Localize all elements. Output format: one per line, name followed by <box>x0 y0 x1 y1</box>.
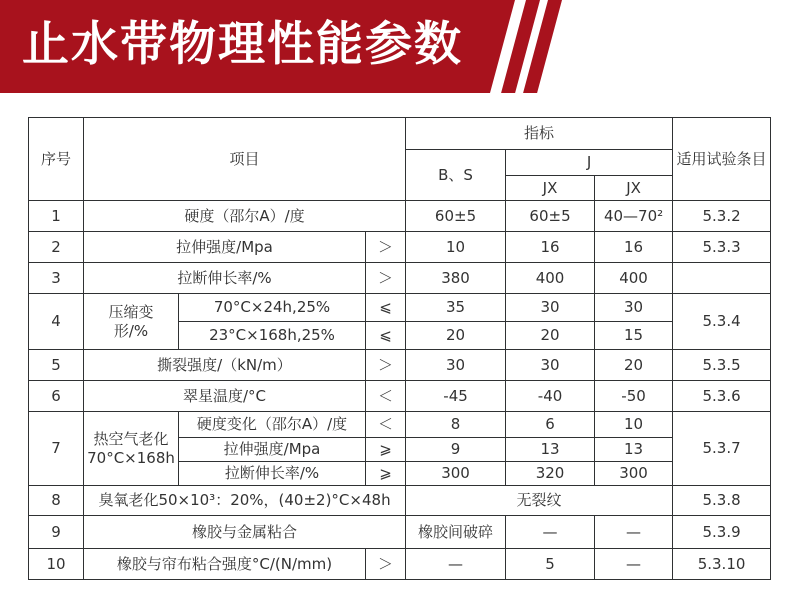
row-jx1: 6 <box>506 412 595 438</box>
header-index: 指标 <box>406 118 673 150</box>
row-subitem: 70°C×24h,25% <box>179 294 366 322</box>
page-title: 止水带物理性能参数 <box>22 17 463 72</box>
row-symbol: ⩾ <box>366 462 406 486</box>
row-jx1: -40 <box>506 381 595 412</box>
row-group: 热空气老化70°C×168h <box>84 412 179 486</box>
row-item: 硬度（邵尔A）/度 <box>84 201 406 232</box>
row-bs: 30 <box>406 350 506 381</box>
row-bs: 9 <box>406 438 506 462</box>
row-seq: 6 <box>29 381 84 412</box>
row-jx2: 20 <box>595 350 673 381</box>
row-jx1: 30 <box>506 350 595 381</box>
row-code: 5.3.4 <box>673 294 771 350</box>
table-row <box>29 381 771 412</box>
row-bs: -45 <box>406 381 506 412</box>
row-symbol: ＞ <box>366 263 406 294</box>
row-jx2: — <box>595 549 673 580</box>
row-item: 撕裂强度/（kN/m） <box>84 350 366 381</box>
row-seq: 9 <box>29 516 84 549</box>
row-jx2: 300 <box>595 462 673 486</box>
row-jx1: — <box>506 516 595 549</box>
row-symbol: ＜ <box>366 381 406 412</box>
header-jx-1: JX <box>506 176 595 201</box>
row-jx1: 30 <box>506 294 595 322</box>
row-symbol: ＞ <box>366 549 406 580</box>
row-jx1: 320 <box>506 462 595 486</box>
header-j: J <box>506 150 673 176</box>
row-code: 5.3.6 <box>673 381 771 412</box>
row-jx2: 15 <box>595 322 673 350</box>
row-subitem: 硬度变化（邵尔A）/度 <box>179 412 366 438</box>
row-subitem: 23°C×168h,25% <box>179 322 366 350</box>
row-jx2: 13 <box>595 438 673 462</box>
row-bs: 橡胶间破碎 <box>406 516 506 549</box>
row-seq: 3 <box>29 263 84 294</box>
table-row <box>29 263 771 294</box>
row-seq: 7 <box>29 412 84 486</box>
row-seq: 1 <box>29 201 84 232</box>
row-jx2: — <box>595 516 673 549</box>
row-code <box>673 263 771 294</box>
row-jx2: 16 <box>595 232 673 263</box>
table-row <box>29 232 771 263</box>
row-item: 拉断伸长率/% <box>84 263 366 294</box>
row-bs: 60±5 <box>406 201 506 232</box>
row-subitem: 拉伸强度/Mpa <box>179 438 366 462</box>
row-seq: 10 <box>29 549 84 580</box>
row-item: 翠星温度/°C <box>84 381 366 412</box>
physical-properties-table <box>28 117 771 580</box>
row-jx1: 400 <box>506 263 595 294</box>
row-bs: 300 <box>406 462 506 486</box>
header-item: 项目 <box>84 118 406 201</box>
row-code: 5.3.8 <box>673 486 771 516</box>
row-code: 5.3.5 <box>673 350 771 381</box>
row-bs: 8 <box>406 412 506 438</box>
row-code: 5.3.3 <box>673 232 771 263</box>
row-code: 5.3.10 <box>673 549 771 580</box>
header-bs: B、S <box>406 150 506 201</box>
table-row <box>29 201 771 232</box>
table-row <box>29 350 771 381</box>
row-subitem: 拉断伸长率/% <box>179 462 366 486</box>
row-value: 无裂纹 <box>406 486 673 516</box>
row-symbol: ⩾ <box>366 438 406 462</box>
row-item: 臭氧老化50×10³：20%，(40±2)°C×48h <box>84 486 406 516</box>
row-jx1: 16 <box>506 232 595 263</box>
row-seq: 5 <box>29 350 84 381</box>
title-banner <box>0 0 800 93</box>
row-seq: 8 <box>29 486 84 516</box>
row-jx2: 10 <box>595 412 673 438</box>
header-seq: 序号 <box>29 118 84 201</box>
header-apply: 适用试验条目 <box>673 118 771 201</box>
table-row <box>29 412 771 438</box>
row-symbol: ⩽ <box>366 294 406 322</box>
row-seq: 4 <box>29 294 84 350</box>
row-jx2: 400 <box>595 263 673 294</box>
row-jx1: 20 <box>506 322 595 350</box>
row-code: 5.3.7 <box>673 412 771 486</box>
row-symbol: ＜ <box>366 412 406 438</box>
row-jx1: 13 <box>506 438 595 462</box>
row-bs: 380 <box>406 263 506 294</box>
table-row <box>29 294 771 322</box>
row-jx2: -50 <box>595 381 673 412</box>
row-bs: — <box>406 549 506 580</box>
row-jx2: 30 <box>595 294 673 322</box>
row-bs: 20 <box>406 322 506 350</box>
row-group: 压缩变形/% <box>84 294 179 350</box>
row-item: 橡胶与金属粘合 <box>84 516 406 549</box>
row-symbol: ＞ <box>366 350 406 381</box>
row-symbol: ＞ <box>366 232 406 263</box>
row-jx1: 5 <box>506 549 595 580</box>
row-jx2: 40—70² <box>595 201 673 232</box>
table-row <box>29 516 771 549</box>
row-item: 橡胶与帘布粘合强度°C/(N/mm) <box>84 549 366 580</box>
table-row <box>29 486 771 516</box>
table-row <box>29 549 771 580</box>
row-code: 5.3.9 <box>673 516 771 549</box>
row-item: 拉伸强度/Mpa <box>84 232 366 263</box>
row-symbol: ⩽ <box>366 322 406 350</box>
row-bs: 35 <box>406 294 506 322</box>
row-jx1: 60±5 <box>506 201 595 232</box>
row-code: 5.3.2 <box>673 201 771 232</box>
row-bs: 10 <box>406 232 506 263</box>
header-jx-2: JX <box>595 176 673 201</box>
row-seq: 2 <box>29 232 84 263</box>
